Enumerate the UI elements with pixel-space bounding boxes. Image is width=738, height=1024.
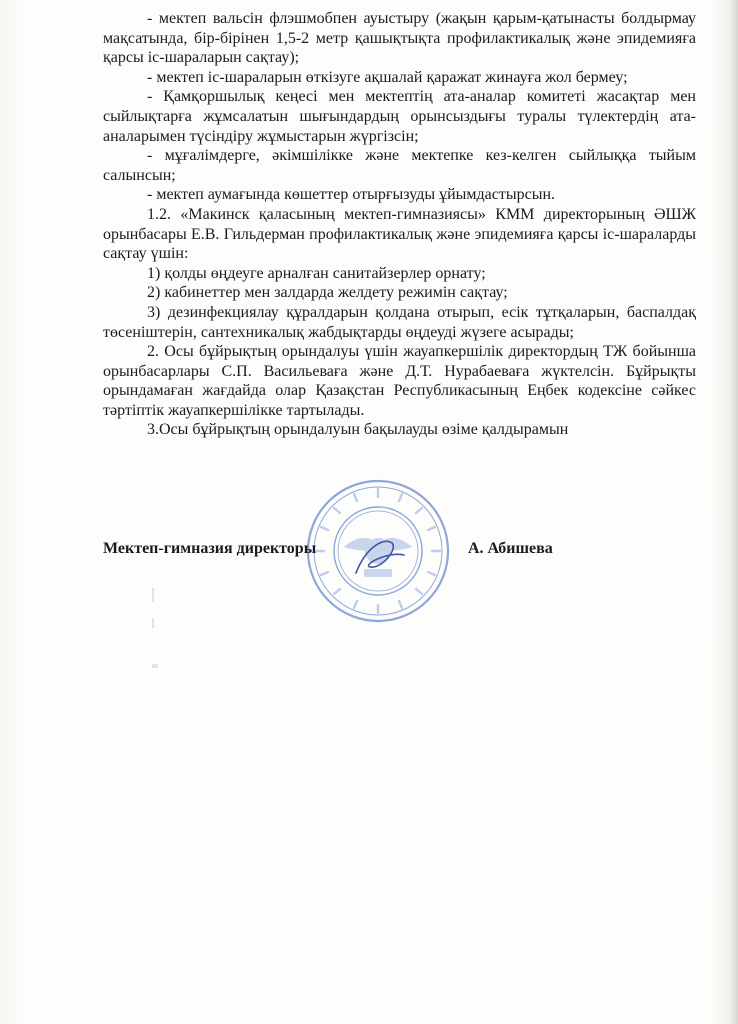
signature-title: Мектеп-гимназия директоры: [103, 540, 317, 557]
signature-name: А. Абишева: [468, 540, 553, 557]
page-edge-shadow: [728, 0, 738, 1024]
list-item-ventilation: 2) кабинеттер мен залдарда желдету режимін сақтау;: [147, 284, 508, 302]
paragraph-section-3: 3.Осы бұйрықтың орындалуын бақылауды өзіме қалдырамын: [147, 421, 569, 439]
paragraph-tree-planting: - мектеп аумағында көшеттер отырғызуды ұйымдастырсын.: [147, 186, 556, 204]
paragraph-no-fundraising: - мектеп іс-шараларын өткізуге ақшалай қаражат жинауға жол бермеу;: [147, 68, 628, 86]
paragraph-section-2: 2. Осы бұйрықтың орындалуы үшін жауапкершілік директордың ТЖ бойынша орынбасарлары С.П. Васильеваға және Д.Т. Нурабаеваға жүктелсін. Бұйрықты орындамаған жағдайда олар Қазақстан Республикасының Еңбек кодексіне сәйкес тәртіптік жауапкершілікке тартылады.: [103, 343, 696, 419]
paragraph-trustee-council: - Қамқоршылық кеңесі мен мектептің ата-аналар комитеті жасақтар мен сыйлықтарға жұмсалатын шығындардың орынсыздығы туралы түлектердің ата-аналарымен түсіндіру жұмыстарын жүргізсін;: [103, 88, 696, 145]
list-item-sanitizers: 1) қолды өңдеуге арналған санитайзерлер орнату;: [147, 264, 486, 282]
paragraph-gift-ban: - мұғалімдерге, әкімшілікке және мектепке кез-келген сыйлыққа тыйым салынсын;: [103, 147, 696, 184]
paragraph-flashmob: - мектеп вальсін флэшмобпен ауыстыру (жақын қарым-қатынасты болдырмау мақсатында, бір-бірінен 1,5-2 метр қашықтықта профилактикалық және эпидемияға қарсы іс-шараларын сақтау);: [103, 10, 696, 67]
signature-block: [103, 540, 603, 564]
list-item-disinfection: 3) дезинфекциялау құралдарын қолдана отырып, есік тұтқаларын, баспалдақ төсеніштерін, сантехникалық жабдықтарды өңдеуді жүзеге асырады;: [103, 303, 696, 341]
paragraph-section-1-2: 1.2. «Макинск қаласының мектеп-гимназиясы» КММ директорының ӘШЖ орынбасары Е.В. Гильдерман профилактикалық және эпидемияға қарсы іс-шараларды сақтау үшін:: [103, 205, 696, 263]
order-body: [103, 9, 696, 440]
scan-artifact: [146, 560, 166, 680]
